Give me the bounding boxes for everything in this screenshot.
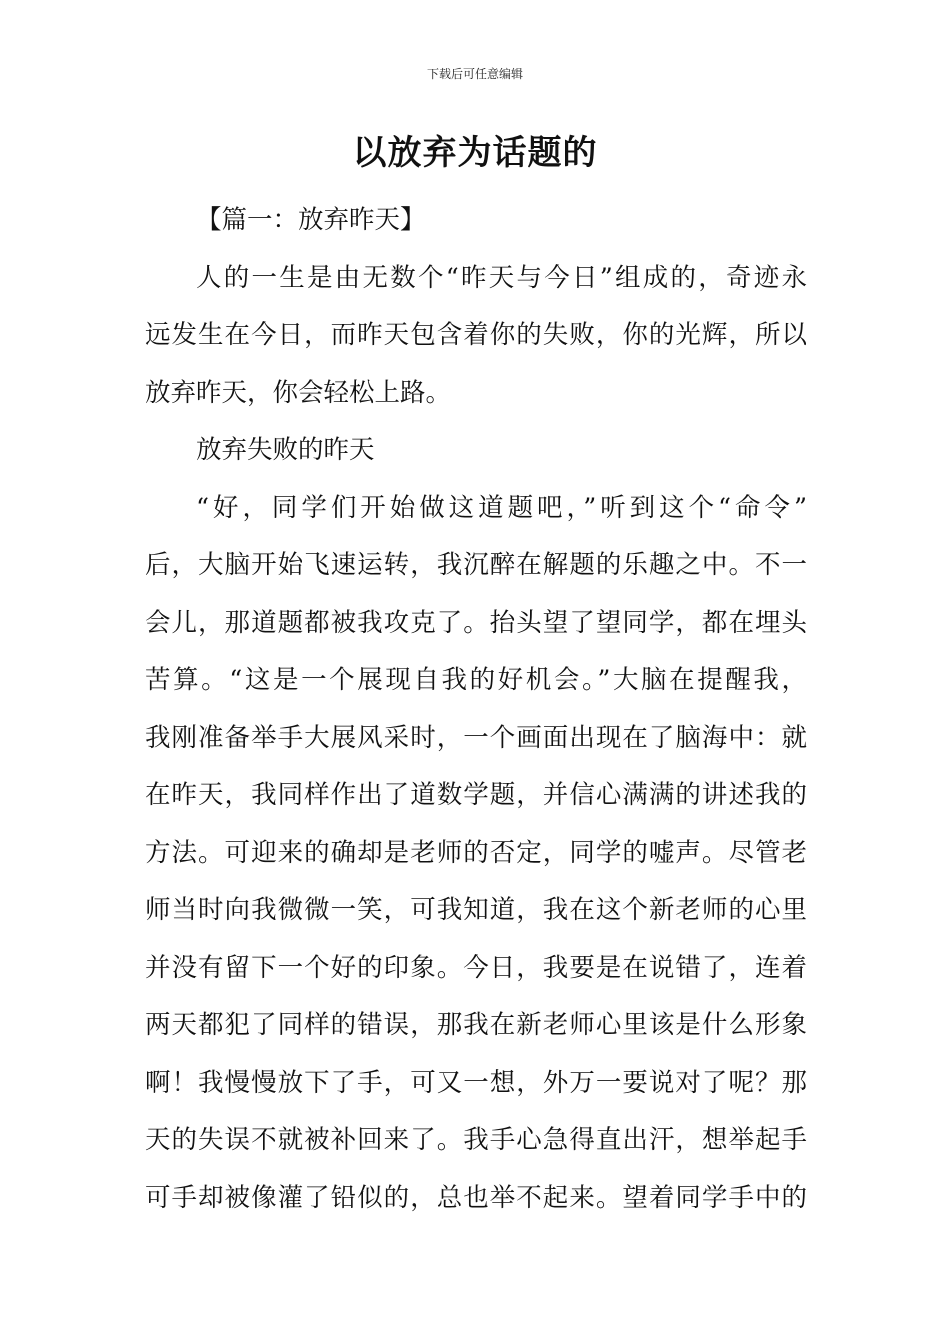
paragraph-line: 并没有留下一个好的印象。今日，我要是在说错了，连着 [145, 952, 807, 983]
header-note: 下载后可任意编辑 [426, 67, 523, 81]
subheading: 放弃失败的昨天 [196, 435, 375, 465]
paragraph-line: 放弃昨天，你会轻松上路。 [145, 377, 452, 408]
paragraph-line: 我刚准备举手大展风采时，一个画面出现在了脑海中：就 [145, 722, 807, 753]
paragraph-line: 天的失误不就被补回来了。我手心急得直出汗，想举起手 [145, 1125, 807, 1155]
paragraph-line: 可手却被像灌了铅似的，总也举不起来。望着同学手中的 [145, 1182, 807, 1213]
paragraph-line: 远发生在今日，而昨天包含着你的失败，你的光辉，所以 [145, 320, 807, 350]
paragraph-line: 师当时向我微微一笑，可我知道，我在这个新老师的心里 [145, 895, 807, 925]
paragraph-line: “好，同学们开始做这道题吧，”听到这个“命令” [196, 492, 807, 523]
paragraph-line: 苦算。“这是一个展现自我的好机会。”大脑在提醒我， [145, 665, 807, 695]
document-body [145, 192, 807, 1227]
paragraph-line: 啊！我慢慢放下了手，可又一想，外万一要说对了呢？那 [145, 1067, 807, 1098]
section-heading: 【篇一：放弃昨天】 [196, 205, 426, 235]
paragraph-line: 后，大脑开始飞速运转，我沉醉在解题的乐趣之中。不一 [145, 550, 807, 580]
paragraph-line: 人的一生是由无数个“昨天与今日”组成的，奇迹永 [196, 262, 807, 293]
paragraph-line: 会儿，那道题都被我攻克了。抬头望了望同学，都在埋头 [145, 607, 807, 638]
paragraph-line: 在昨天，我同样作出了道数学题，并信心满满的讲述我的 [145, 780, 807, 810]
paragraph-line: 方法。可迎来的确却是老师的否定，同学的嘘声。尽管老 [145, 837, 807, 868]
document-title: 以放弃为话题的 [352, 133, 598, 173]
paragraph-line: 两天都犯了同样的错误，那我在新老师心里该是什么形象 [145, 1010, 807, 1040]
